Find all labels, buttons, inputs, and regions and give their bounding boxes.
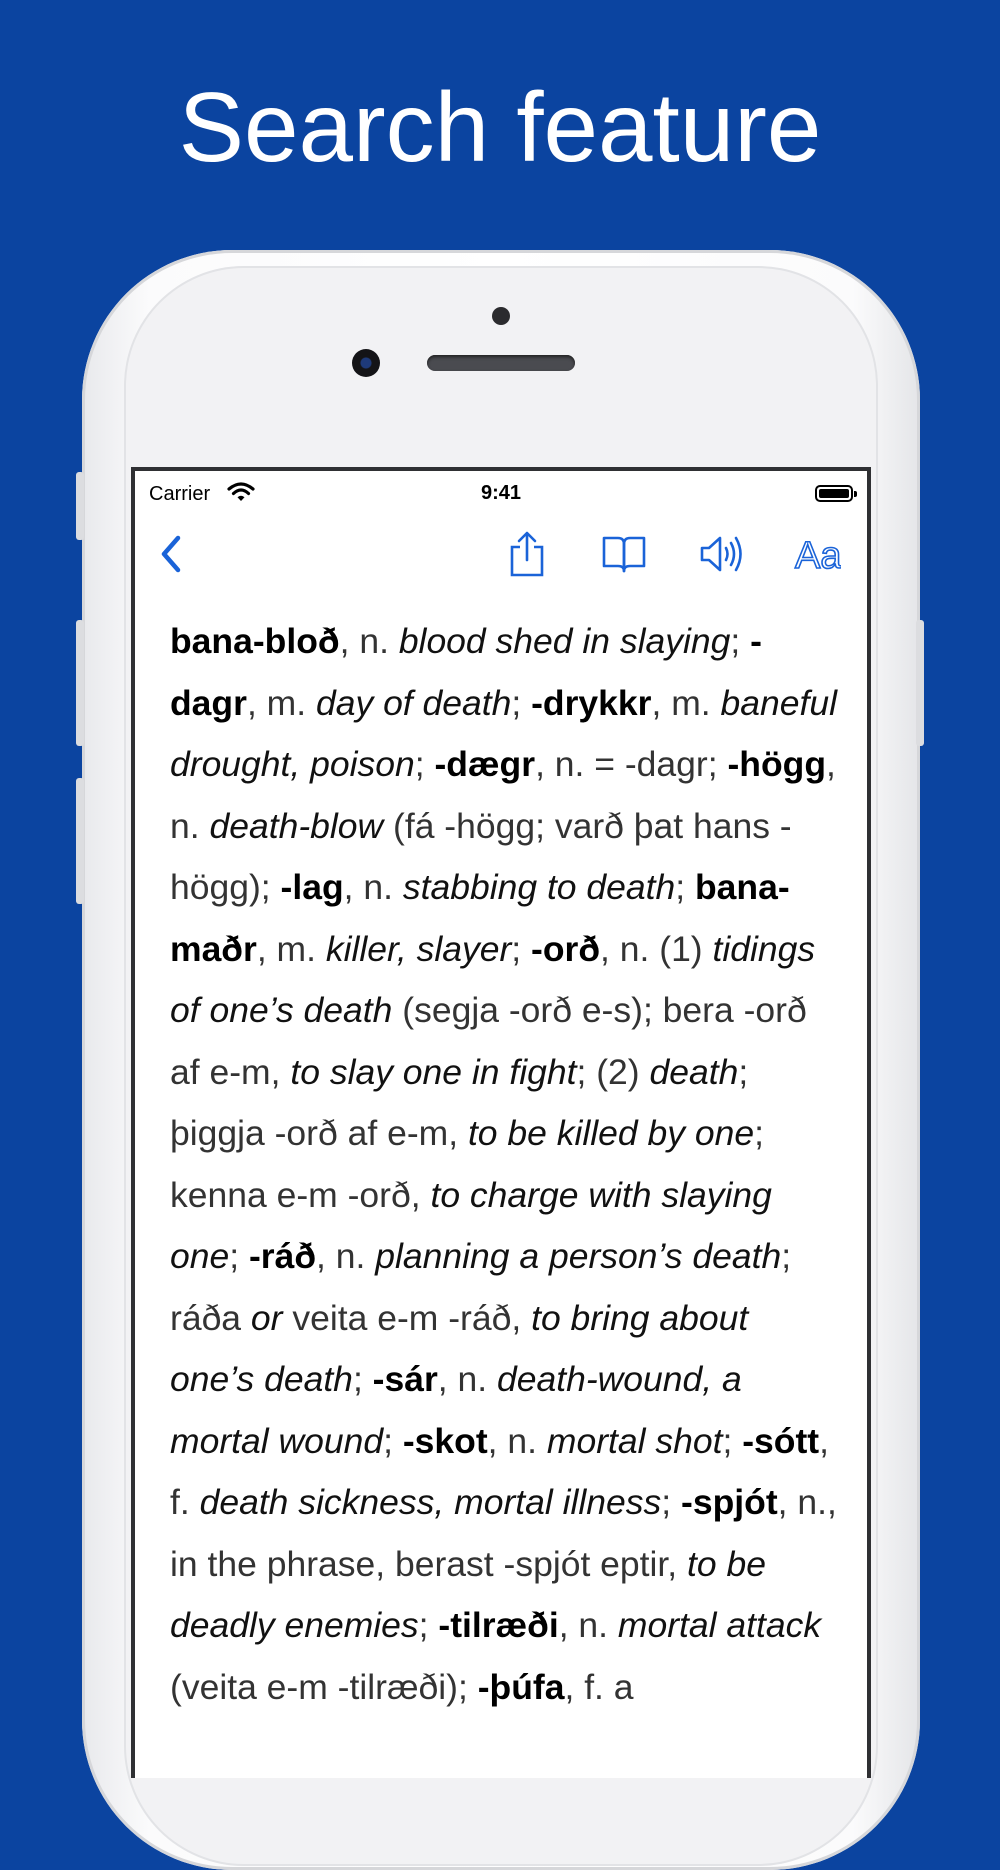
headword: -dægr xyxy=(434,744,536,784)
entry-text: ; (2) xyxy=(576,1051,650,1092)
headword: -drykkr xyxy=(531,682,652,723)
entry-text: ; xyxy=(675,867,695,907)
entry-text: ; xyxy=(730,621,751,661)
carrier-label: Carrier xyxy=(149,483,211,505)
share-button[interactable] xyxy=(497,521,557,591)
entry-text: , n. xyxy=(316,1236,376,1276)
definition: planning a person’s death xyxy=(375,1236,782,1276)
book-icon xyxy=(601,534,647,579)
phone-screen xyxy=(131,467,871,1778)
headword: bana-maðr xyxy=(170,867,790,969)
entry-text: ; xyxy=(511,928,532,969)
definition: mortal shot xyxy=(546,1420,723,1461)
headword: -högg xyxy=(727,744,827,784)
front-camera xyxy=(352,349,380,377)
headword: -lag xyxy=(280,867,344,907)
entry-text: ; xyxy=(418,1605,439,1645)
headword: bana-bloð xyxy=(170,621,340,661)
definition: to slay one in fight xyxy=(290,1051,577,1092)
entry-text: , n. (1) xyxy=(600,928,713,969)
entry-text: , f. a xyxy=(564,1666,634,1707)
speaker-icon xyxy=(698,533,744,580)
earpiece-speaker xyxy=(427,355,575,371)
entry-text: ; ráða xyxy=(170,1236,792,1338)
text-size-icon xyxy=(793,534,841,579)
entry-text: (segja -orð e-s); bera -orð af e-m, xyxy=(170,990,807,1092)
volume-up-button xyxy=(76,620,84,746)
definition: mortal attack xyxy=(617,1605,822,1645)
power-button xyxy=(916,620,924,746)
entry-text: , m. xyxy=(651,682,721,723)
definition: killer, slayer xyxy=(325,928,512,969)
definition: blood shed in slaying xyxy=(398,621,731,661)
entry-text: , n. xyxy=(343,867,403,907)
headword: -sár xyxy=(372,1359,438,1399)
headword: -skot xyxy=(402,1420,488,1461)
definition: or xyxy=(250,1297,283,1338)
entry-text: , n. = -dagr; xyxy=(535,744,728,784)
battery-icon xyxy=(815,485,853,502)
entry-text: ; xyxy=(661,1482,682,1522)
entry-text: ; kenna e-m -orð, xyxy=(170,1113,764,1215)
headline: Search feature xyxy=(178,72,822,182)
definition: baneful drought, poison xyxy=(170,682,837,784)
entry-text: , f. xyxy=(170,1420,829,1522)
volume-down-button xyxy=(76,778,84,904)
entry-text: ; xyxy=(511,682,532,723)
entry-text: , n., in the phrase, berast -spjót eptir, xyxy=(170,1482,837,1584)
chevron-left-icon xyxy=(158,534,184,579)
entry-text: , m. xyxy=(246,682,316,723)
entry-text: ; þiggja -orð af e-m, xyxy=(170,1051,749,1153)
entry-text: (fá -högg; varð þat hans -högg); xyxy=(170,805,792,907)
pronounce-button[interactable] xyxy=(691,521,751,591)
definition: death-blow xyxy=(209,805,384,846)
entry-text: (veita e-m -tilræði); xyxy=(170,1666,478,1707)
definition: to be deadly enemies xyxy=(170,1543,766,1645)
headword: -spjót xyxy=(681,1482,778,1522)
toolbar xyxy=(135,521,867,591)
font-icon-label: Aa xyxy=(795,534,841,574)
definition: to be killed by one xyxy=(467,1113,755,1153)
entry-text: ; xyxy=(383,1420,403,1461)
entry-text: , m. xyxy=(256,928,326,969)
headword: -dagr xyxy=(170,621,762,723)
definition: to charge with slaying one xyxy=(170,1174,772,1276)
definition: to bring about one’s death xyxy=(170,1297,749,1399)
share-icon xyxy=(507,530,547,583)
entry-text: , n. xyxy=(437,1359,497,1399)
definition: death xyxy=(649,1051,739,1092)
font-size-button[interactable] xyxy=(787,521,847,591)
headword: -sótt xyxy=(742,1420,820,1461)
definition: tidings of one’s death xyxy=(170,928,816,1030)
headword: -þúfa xyxy=(477,1666,565,1707)
dictionary-entry xyxy=(170,611,840,1718)
definition: death-wound, a mortal wound xyxy=(170,1359,742,1461)
proximity-sensor xyxy=(492,307,510,325)
back-button[interactable] xyxy=(141,521,201,591)
entry-text: ; xyxy=(722,1420,743,1461)
entry-text: ; xyxy=(229,1236,249,1276)
status-time: 9:41 xyxy=(480,482,522,504)
entry-text: , n. xyxy=(339,621,399,661)
headword: -orð xyxy=(531,928,601,969)
definition: death sickness, mortal illness xyxy=(199,1482,662,1522)
status-bar xyxy=(135,471,867,521)
entry-text: ; xyxy=(352,1359,373,1399)
headword: -tilræði xyxy=(438,1605,559,1645)
entry-text: , n. xyxy=(558,1605,618,1645)
entry-text: ; xyxy=(414,744,435,784)
entry-text: , n. xyxy=(487,1420,547,1461)
definition: day of death xyxy=(315,682,512,723)
headword: -ráð xyxy=(248,1236,317,1276)
definition: stabbing to death xyxy=(402,867,676,907)
silent-switch xyxy=(76,472,84,540)
dictionary-button[interactable] xyxy=(594,521,654,591)
entry-text: , n. xyxy=(170,744,836,846)
entry-text: veita e-m -ráð, xyxy=(282,1297,532,1338)
